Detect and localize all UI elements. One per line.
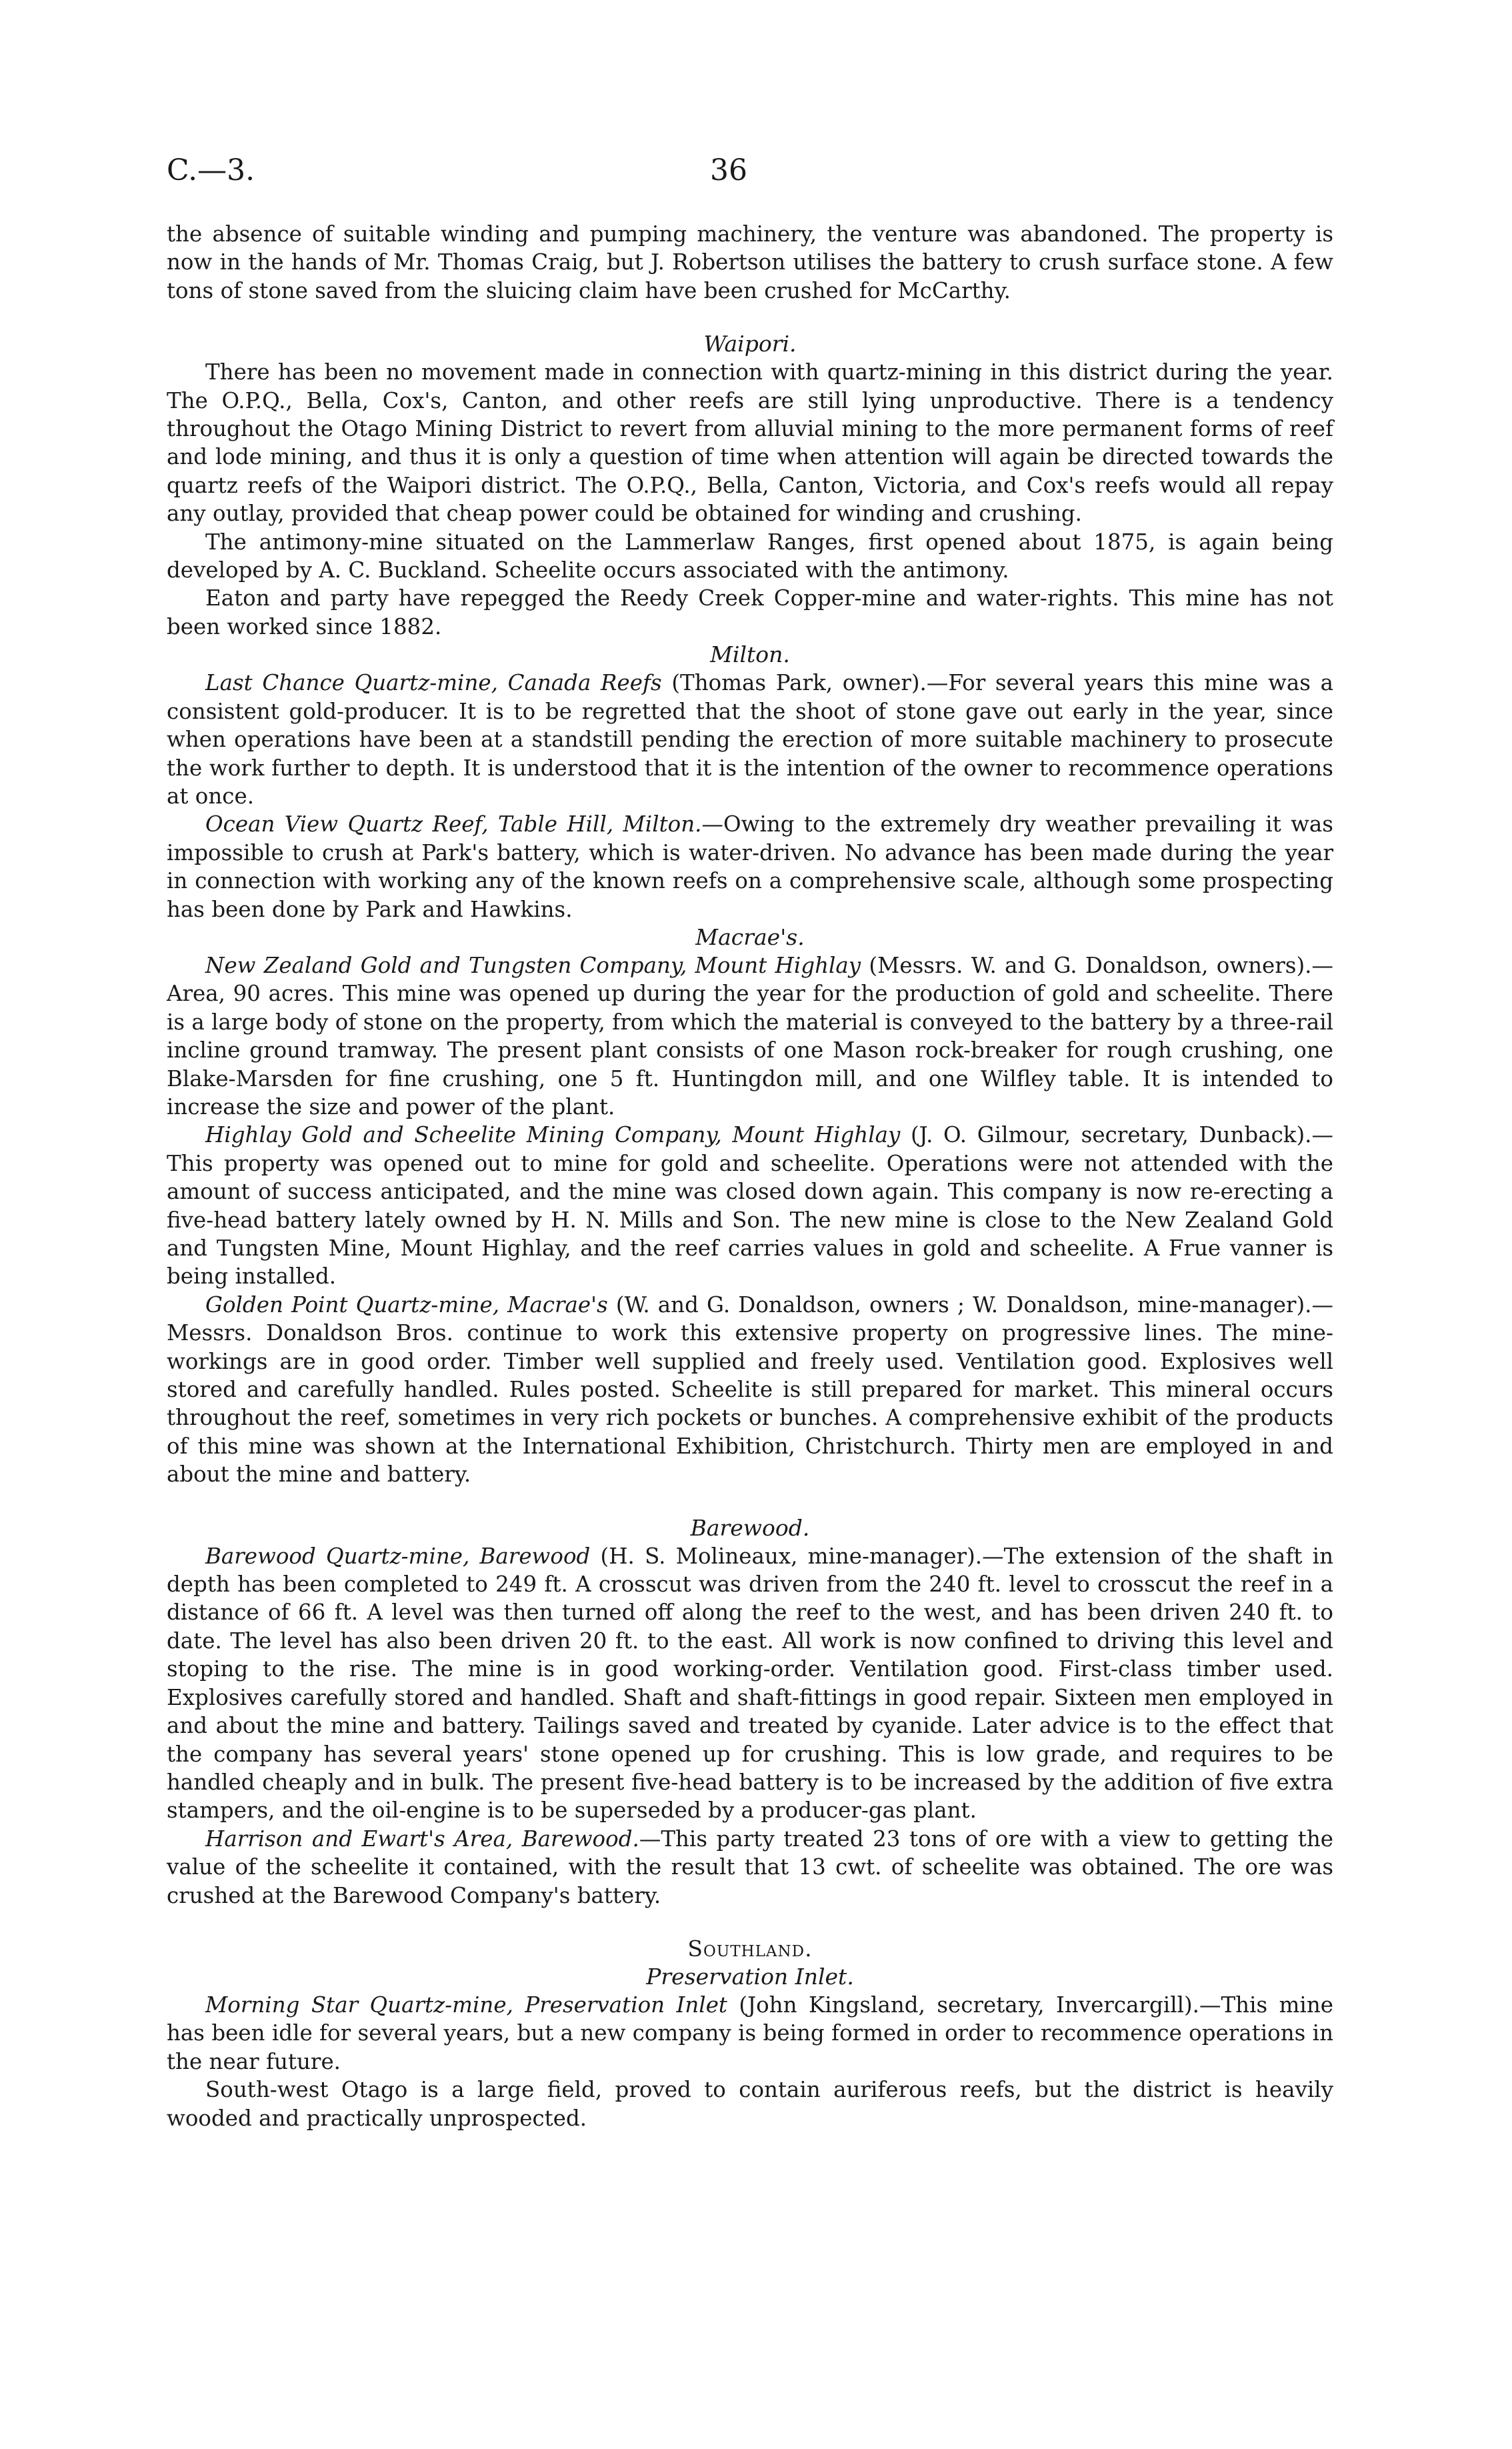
mine-name: Harrison and Ewart's Area, Barewood.	[205, 1826, 639, 1852]
paragraph: Last Chance Quartz-mine, Canada Reefs (Thomas Park, owner).—For several years this mine was a consistent gold-producer. It is to be regretted that the shoot of stone gave out early in the year, since when operations have been at a standstill pending the erection of more suitable machinery to prosecute the work further to depth. It is understood that it is the intention of the owner to recommence operations at once.	[167, 670, 1333, 809]
paragraph: Morning Star Quartz-mine, Preservation Inlet (John Kingsland, secretary, Invercargill).—This mine has been idle for several years, but a new company is being formed in order to recommence operations in the near future.	[167, 1992, 1333, 2074]
section-heading-milton: Milton.	[710, 641, 790, 668]
report-reference: C.—3.	[167, 153, 255, 187]
paragraph: Golden Point Quartz-mine, Macrae's (W. and G. Donaldson, owners ; W. Donaldson, mine-manager).—Messrs. Donaldson Bros. continue to work this extensive property on progressive lines. The mine-workings are in good order. Timber well supplied and freely used. Ventilation good. Explosives well stored and carefully handled. Rules posted. Scheelite is still prepared for market. This mineral occurs throughout the reef, sometimes in very rich pockets or bunches. A comprehensive exhibit of the products of this mine was shown at the International Exhibition, Christchurch. Thirty men are employed in and about the mine and battery.	[167, 1292, 1333, 1488]
mine-name: Last Chance Quartz-mine, Canada Reefs	[205, 670, 662, 696]
paragraph: Harrison and Ewart's Area, Barewood.—This party treated 23 tons of ore with a view to getting the value of the scheelite it contained, with the result that 13 cwt. of scheelite was obtained. The ore was crushed at the Barewood Company's battery.	[167, 1826, 1333, 1908]
section-heading-macraes: Macrae's.	[695, 923, 805, 950]
paragraph: Eaton and party have repegged the Reedy Creek Copper-mine and water-rights. This mine has not been worked since 1882.	[167, 585, 1333, 639]
page-header	[167, 153, 1333, 200]
paragraph: New Zealand Gold and Tungsten Company, Mount Highlay (Messrs. W. and G. Donaldson, owners).—Area, 90 acres. This mine was opened up during the year for the production of gold and scheelite. There is a large body of stone on the property, from which the material is conveyed to the battery by a three-rail incline ground tramway. The present plant consists of one Mason rock-breaker for rough crushing, one Blake-Marsden for fine crushing, one 5 ft. Huntingdon mill, and one Wilfley table. It is intended to increase the size and power of the plant.	[167, 952, 1334, 1119]
page-body	[167, 220, 1333, 2132]
section-heading-barewood: Barewood.	[690, 1514, 810, 1541]
mine-name: New Zealand Gold and Tungsten Company, Mount Highlay	[205, 952, 861, 978]
section-heading-southland: Southland.	[687, 1935, 813, 1962]
subsection-heading-preservation-inlet: Preservation Inlet.	[646, 1963, 854, 1990]
paragraph: South-west Otago is a large field, proved to contain auriferous reefs, but the district is heavily wooded and practically unprospected.	[167, 2077, 1333, 2131]
paragraph: The antimony-mine situated on the Lammerlaw Ranges, first opened about 1875, is again being developed by A. C. Buckland. Scheelite occurs associated with the antimony.	[167, 529, 1333, 583]
paragraph: Ocean View Quartz Reef, Table Hill, Milton.—Owing to the extremely dry weather prevailing it was impossible to crush at Park's battery, which is water-driven. No advance has been made during the year in connection with working any of the known reefs on a comprehensive scale, although some prospecting has been done by Park and Hawkins.	[167, 811, 1333, 922]
mine-name: Morning Star Quartz-mine, Preservation Inlet	[205, 1992, 727, 2018]
paragraph: Highlay Gold and Scheelite Mining Company, Mount Highlay (J. O. Gilmour, secretary, Dunback).—This property was opened out to mine for gold and scheelite. Operations were not attended with the amount of success anticipated, and the mine was closed down again. This company is now re-erecting a five-head battery lately owned by H. N. Mills and Son. The new mine is close to the New Zealand Gold and Tungsten Mine, Mount Highlay, and the reef carries values in gold and scheelite. A Frue vanner is being installed.	[167, 1122, 1333, 1290]
paragraph: Barewood Quartz-mine, Barewood (H. S. Molineaux, mine-manager).—The extension of the shaft in depth has been completed to 249 ft. A crosscut was driven from the 240 ft. level to crosscut the reef in a distance of 66 ft. A level was then turned off along the reef to the west, and has been driven 240 ft. to date. The level has also been driven 20 ft. to the east. All work is now confined to driving this level and stoping to the rise. The mine is in good working-order. Ventilation good. First-class timber used. Explosives carefully stored and handled. Shaft and shaft-fittings in good repair. Sixteen men employed in and about the mine and battery. Tailings saved and treated by cyanide. Later advice is to the effect that the company has several years' stone opened up for crushing. This is low grade, and requires to be handled cheaply and in bulk. The present five-head battery is to be increased by the addition of five extra stampers, and the oil-engine is to be superseded by a producer-gas plant.	[167, 1543, 1333, 1824]
mine-name: Golden Point Quartz-mine, Macrae's	[205, 1292, 608, 1318]
continued-paragraph: the absence of suitable winding and pumping machinery, the venture was abandoned. The property is now in the hands of Mr. Thomas Craig, but J. Robertson utilises the battery to crush surface stone. A few tons of stone saved from the sluicing claim have been crushed for McCarthy.	[167, 221, 1333, 303]
page-number: 36	[710, 153, 747, 187]
mine-name: Highlay Gold and Scheelite Mining Company, Mount Highlay	[205, 1122, 901, 1148]
paragraph: There has been no movement made in connection with quartz-mining in this district during the year. The O.P.Q., Bella, Cox's, Canton, and other reefs are still lying unproductive. There is a tendency throughout the Otago Mining District to revert from alluvial mining to the more permanent forms of reef and lode mining, and thus it is only a question of time when attention will again be directed towards the quartz reefs of the Waipori district. The O.P.Q., Bella, Canton, Victoria, and Cox's reefs would all repay any outlay, provided that cheap power could be obtained for winding and crushing.	[167, 359, 1333, 527]
section-heading-waipori: Waipori.	[703, 331, 797, 357]
mine-name: Barewood Quartz-mine, Barewood	[205, 1543, 591, 1569]
mine-name: Ocean View Quartz Reef, Table Hill, Milton.	[205, 811, 702, 837]
